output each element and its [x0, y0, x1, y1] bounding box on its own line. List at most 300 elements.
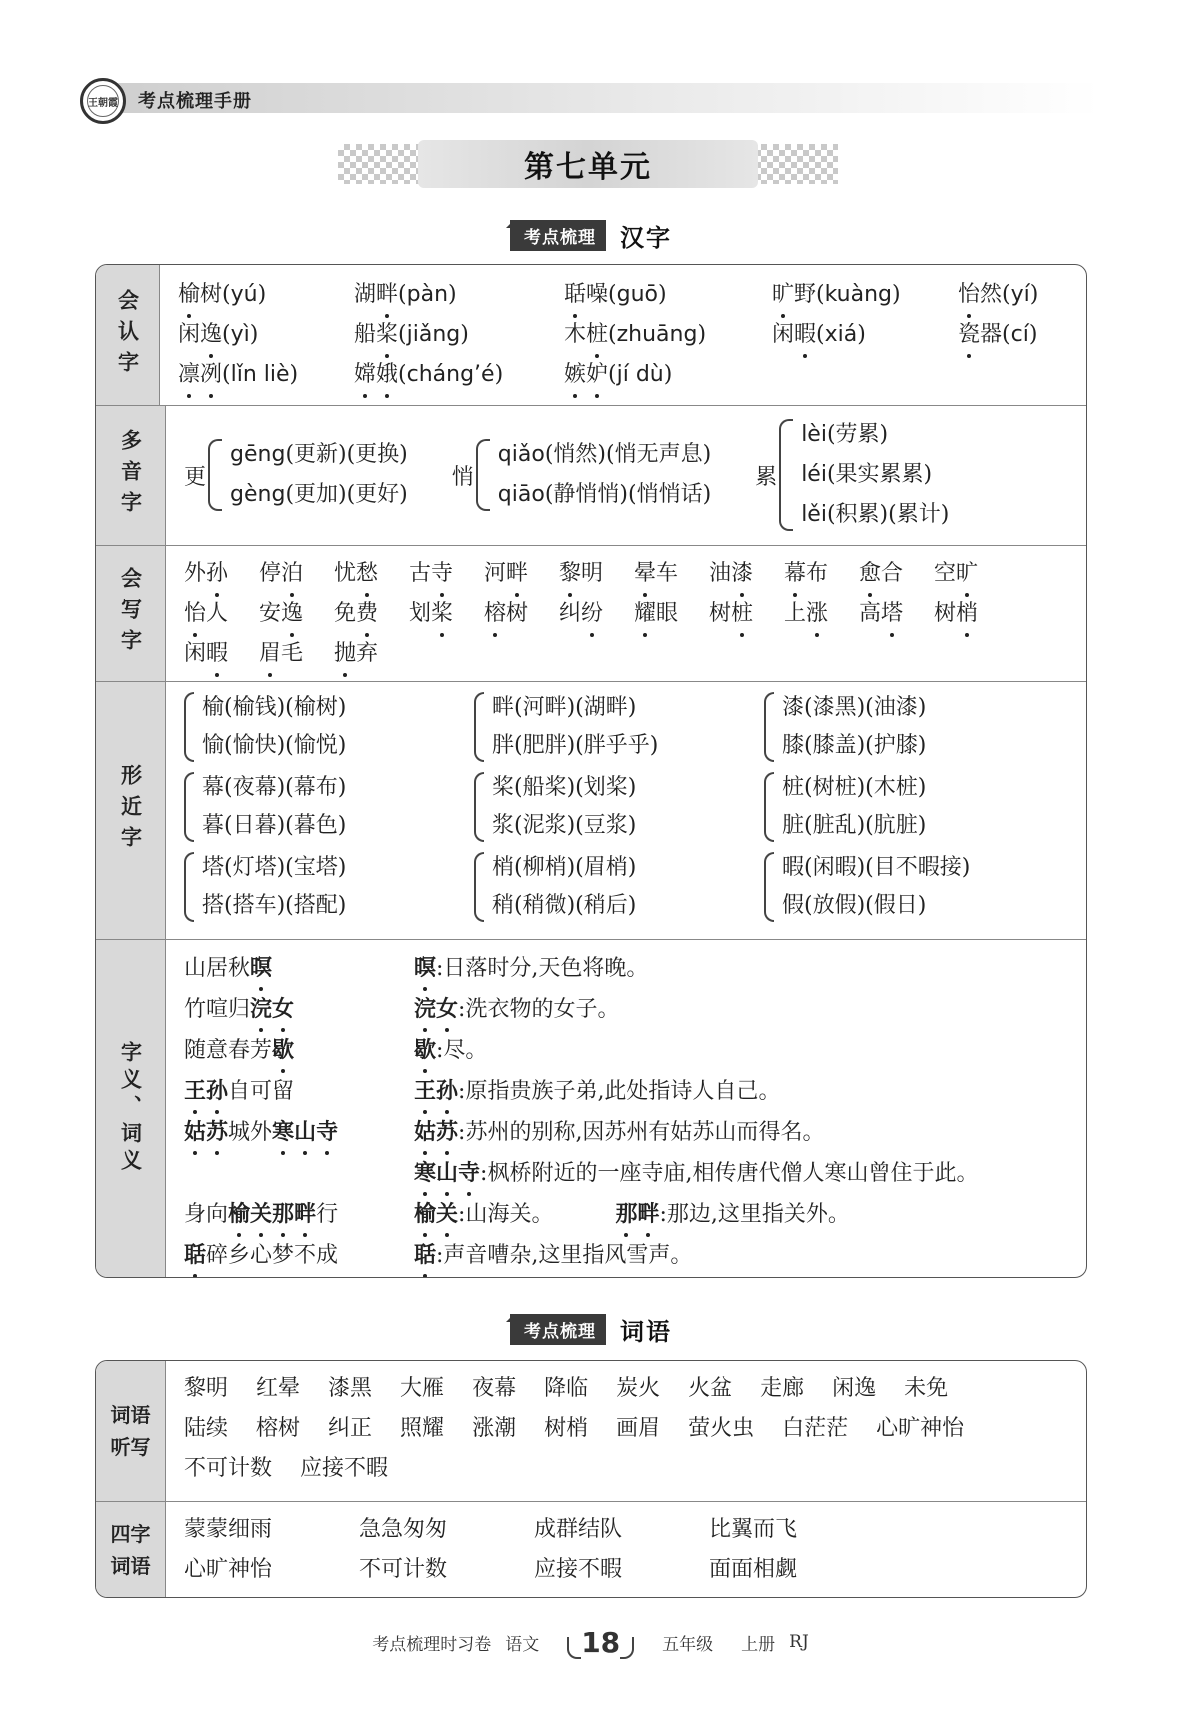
- huixiezi-item: [334, 558, 409, 590]
- huixiezi-item: [859, 598, 934, 630]
- word-part: 外: [184, 561, 207, 586]
- ciyu-word: 黎明: [184, 1376, 229, 1401]
- dotted-text: [956, 561, 978, 586]
- pinyin: qiǎo: [497, 442, 545, 467]
- brace-icon: [474, 852, 484, 922]
- pinyin: cháng’é: [406, 362, 495, 387]
- brace-icon: [476, 439, 490, 511]
- dotted-text: [581, 601, 603, 626]
- word-part: (lǐn liè): [222, 362, 299, 387]
- dotted-text: [414, 956, 436, 981]
- huixiezi-item: [559, 598, 634, 630]
- dotted-char: 妒: [586, 359, 608, 391]
- row-huixiezi: [96, 545, 1086, 681]
- brace-icon: [474, 692, 484, 762]
- xingjinzi-lines: [202, 772, 346, 842]
- dotted-char: 榆: [414, 1198, 436, 1230]
- word-part: 树: [709, 601, 732, 626]
- word-part: 车: [656, 561, 679, 586]
- word-part: 弃: [356, 641, 379, 666]
- xingjinzi-pair: [474, 772, 764, 842]
- xingjinzi-line: 畔(河畔)(湖畔): [492, 695, 637, 720]
- dotted-char: 纷: [581, 598, 603, 630]
- huixiezi-item: [259, 598, 334, 630]
- dotted-char: 孙: [206, 558, 228, 590]
- dotted-text: [184, 1079, 228, 1104]
- sizi-word: 不可计数: [359, 1557, 448, 1582]
- ciyu-line: [184, 1373, 1068, 1405]
- dotted-char: 泊: [281, 558, 303, 590]
- dotted-char: 抛: [334, 638, 356, 670]
- xingjinzi-pair: [474, 852, 764, 922]
- text-part: :枫桥附近的一座寺庙,相传唐代僧人寒山曾住于此。: [480, 1161, 979, 1186]
- dotted-char: 姑: [184, 1116, 206, 1148]
- page-header: [80, 78, 1100, 118]
- footer-series: 考点梳理时习卷: [372, 1634, 492, 1655]
- xingjinzi-lines: [782, 772, 926, 842]
- ciyu-word: 漆黑: [328, 1376, 373, 1401]
- reading-line: gèng(更加)(更好): [230, 482, 408, 507]
- dotted-char: 王: [184, 1075, 206, 1107]
- text-part: [542, 1202, 615, 1227]
- duoyinzi-readings: [230, 439, 408, 511]
- row-label: [96, 940, 166, 1277]
- ciyu-word: 萤火虫: [688, 1416, 755, 1441]
- xingjinzi-line: 愉(愉快)(愉悦): [202, 733, 347, 758]
- duoyinzi-char: 悄: [451, 464, 474, 490]
- dotted-char: 那: [272, 1198, 294, 1230]
- word-part: 高: [859, 601, 882, 626]
- dotted-char: 孙: [436, 1075, 458, 1107]
- xingjinzi-line: 脏(脏乱)(肮脏): [782, 813, 927, 838]
- dotted-text: [200, 322, 222, 347]
- dotted-text: [958, 282, 980, 307]
- pinyin: zhuāng: [616, 322, 698, 347]
- word-part: 免: [334, 601, 357, 626]
- dotted-text: [731, 561, 753, 586]
- word-part: 空: [934, 561, 957, 586]
- pinyin: pàn: [406, 282, 449, 307]
- dotted-text: [414, 1038, 436, 1063]
- row-xingjinzi: [96, 681, 1086, 939]
- word-part: 合: [881, 561, 904, 586]
- dotted-char: 晕: [634, 558, 656, 590]
- dotted-char: 旷: [772, 279, 794, 311]
- huixiezi-item: [259, 558, 334, 590]
- huirenzi-item: [178, 359, 354, 391]
- page-footer: [0, 1622, 1181, 1662]
- dotted-char: 眉: [259, 638, 281, 670]
- word-part: 明: [581, 561, 604, 586]
- dotted-char: 山: [294, 1116, 316, 1148]
- sizi-ciyu-grid: [184, 1514, 1068, 1586]
- dotted-text: [250, 997, 294, 1022]
- dotted-text: [414, 1120, 458, 1145]
- reading-line: lèi(劳累): [801, 422, 889, 447]
- dotted-char: 姑: [414, 1116, 436, 1148]
- word-part: 河: [484, 561, 507, 586]
- reading-line: léi(果实累累): [801, 462, 933, 487]
- label-line: 词语: [110, 1553, 151, 1578]
- huixiezi-item: [859, 558, 934, 590]
- xingjinzi-lines: [492, 692, 658, 762]
- dotted-char: 聒: [414, 1239, 436, 1271]
- dotted-char: 漆: [731, 558, 753, 590]
- duoyinzi-block: [755, 419, 949, 531]
- dotted-char: 暇: [794, 319, 816, 351]
- huirenzi-item: [772, 319, 958, 351]
- xingjinzi-line: 桩(树桩)(木桩): [782, 775, 927, 800]
- duoyinzi-readings: [498, 439, 711, 511]
- dotted-text: [784, 561, 806, 586]
- unit-banner: [338, 140, 838, 188]
- word-part: 湖: [354, 282, 377, 307]
- word-part: 船: [354, 322, 377, 347]
- dotted-char: 苏: [436, 1116, 458, 1148]
- huixiezi-item: [634, 598, 709, 630]
- ciyu-word: 陆续: [184, 1416, 229, 1441]
- row-content: [166, 1502, 1086, 1597]
- dotted-text: [250, 956, 272, 981]
- xingjinzi-pair: [474, 692, 764, 762]
- dotted-char: 费: [356, 598, 378, 630]
- dotted-char: 王: [414, 1075, 436, 1107]
- word-part: 安: [259, 601, 282, 626]
- word-part: 野(kuàng): [794, 282, 901, 307]
- xingjinzi-grid: [184, 692, 1068, 922]
- section-hanzi-heading: [510, 218, 672, 252]
- ziyi-phrase: [184, 1075, 414, 1108]
- row-sizi-ciyu: [96, 1501, 1086, 1597]
- ciyu-word: 降临: [544, 1376, 589, 1401]
- dotted-text: [431, 601, 453, 626]
- label-line: 词语: [110, 1403, 151, 1427]
- dotted-text: [881, 601, 903, 626]
- brace-icon: [184, 772, 194, 842]
- dotted-text: [178, 362, 222, 387]
- ciyu-word: 走廊: [760, 1376, 805, 1401]
- huirenzi-item: [564, 359, 772, 391]
- row-label: [96, 406, 166, 545]
- brace-icon: [474, 772, 484, 842]
- text-part: :声音嘈杂,这里指风雪声。: [436, 1243, 693, 1268]
- sizi-word: 蒙蒙细雨: [184, 1517, 273, 1542]
- dotted-text: [272, 1202, 316, 1227]
- word-part: (jí dù): [608, 362, 673, 387]
- ziyi-phrase: [184, 952, 414, 985]
- ziyi-phrase: [184, 1239, 414, 1272]
- word-part: 树: [506, 601, 529, 626]
- sizi-word: 应接不暇: [534, 1557, 623, 1582]
- ziyi-meaning: [414, 1239, 1068, 1272]
- huixiezi-item: [409, 598, 484, 630]
- text-part: :那边,这里指关外。: [659, 1202, 850, 1227]
- dotted-text: [414, 1161, 480, 1186]
- text-part: 自可留: [228, 1079, 295, 1104]
- word-part: 上: [784, 601, 807, 626]
- huirenzi-item: [178, 319, 354, 351]
- huirenzi-item: [354, 279, 564, 311]
- reading-line: qiāo(静悄悄)(悄悄话): [497, 482, 712, 507]
- pinyin: jiǎng: [406, 322, 461, 347]
- word-part: 树: [934, 601, 957, 626]
- row-ziyi: [96, 939, 1086, 1277]
- ciyu-table: [95, 1360, 1087, 1598]
- dotted-char: 畔: [294, 1198, 316, 1230]
- ziyi-row: [184, 993, 1068, 1026]
- row-label: [96, 1502, 166, 1597]
- ziyi-meaning: [414, 1075, 1068, 1108]
- ciyu-word: 白茫茫: [782, 1416, 849, 1441]
- dotted-text: [414, 1243, 436, 1268]
- ziyi-row: [184, 1198, 1068, 1231]
- dotted-text: [206, 561, 228, 586]
- word-part: (pàn): [398, 282, 457, 307]
- huixiezi-item: [484, 558, 559, 590]
- label-ziyi: 字义、词义: [118, 1041, 143, 1176]
- text-part: 竹喧归: [184, 997, 251, 1022]
- label-line: 四字: [110, 1521, 151, 1546]
- huirenzi-item: [564, 279, 772, 311]
- huixiezi-item: [184, 638, 259, 670]
- pinyin: kuàng: [824, 282, 893, 307]
- huixiezi-item: [784, 598, 859, 630]
- dotted-text: [431, 561, 453, 586]
- ciyu-tingxie-list: [184, 1373, 1068, 1485]
- row-content: [166, 940, 1086, 1277]
- ciyu-word: 夜幕: [472, 1376, 517, 1401]
- dotted-char: 暝: [250, 952, 272, 984]
- word-part: 人: [206, 601, 229, 626]
- section-tag: 考点梳理: [510, 1314, 606, 1345]
- dotted-char: 塔: [881, 598, 903, 630]
- xingjinzi-line: 塔(灯塔)(宝塔): [202, 855, 347, 880]
- text-part: 行: [316, 1202, 339, 1227]
- word-part: 噪(guō): [586, 282, 667, 307]
- row-huirenzi: [96, 265, 1086, 405]
- dotted-char: 关: [250, 1198, 272, 1230]
- dotted-char: 孙: [206, 1075, 228, 1107]
- section-ciyu-heading: [510, 1312, 672, 1346]
- dotted-char: 瓷: [958, 319, 980, 351]
- dotted-text: [564, 362, 608, 387]
- dotted-text: [272, 1038, 294, 1063]
- huixiezi-item: [559, 558, 634, 590]
- duoyinzi-block: [452, 439, 711, 511]
- row-content: [166, 406, 1086, 545]
- huirenzi-item: [354, 359, 564, 391]
- xingjinzi-line: 暮(日暮)(暮色): [202, 813, 347, 838]
- ziyi-meaning: [414, 1157, 1068, 1190]
- dotted-char: 寺: [431, 558, 453, 590]
- dotted-char: 幕: [784, 558, 806, 590]
- xingjinzi-line: 假(放假)(假日): [782, 893, 927, 918]
- ziyi-meaning: [414, 952, 1068, 985]
- dotted-char: 桨: [431, 598, 453, 630]
- ziyi-row: [184, 1157, 1068, 1190]
- dotted-text: [228, 1202, 272, 1227]
- dotted-char: 逸: [200, 319, 222, 351]
- ciyu-word: 纠正: [328, 1416, 373, 1441]
- dotted-char: 嫉: [564, 359, 586, 391]
- dotted-text: [958, 322, 980, 347]
- dotted-text: [484, 601, 506, 626]
- label-duoyinzi: 多音字: [118, 429, 143, 522]
- duoyinzi-block: [184, 439, 408, 511]
- label-xingjinzi: 形近字: [118, 764, 143, 857]
- dotted-text: [731, 601, 753, 626]
- dotted-text: [414, 1079, 458, 1104]
- xingjinzi-line: 榆(榆钱)(榆树): [202, 695, 347, 720]
- xingjinzi-lines: [492, 772, 636, 842]
- huixiezi-item: [484, 598, 559, 630]
- pinyin: gēng: [230, 442, 286, 467]
- ciyu-line: [184, 1453, 1068, 1485]
- label-huirenzi: 会认字: [115, 288, 140, 382]
- word-part: (zhuāng): [608, 322, 707, 347]
- pinyin: qiāo: [497, 482, 545, 507]
- brace-icon: [764, 772, 774, 842]
- brace-icon: [208, 439, 222, 511]
- huixiezi-item: [184, 598, 259, 630]
- xingjinzi-lines: [202, 852, 346, 922]
- reading-line: qiǎo(悄然)(悄无声息): [497, 442, 712, 467]
- label-huixiezi: 会写字: [118, 567, 143, 660]
- ziyi-phrase: [184, 1198, 414, 1231]
- dotted-char: 桩: [731, 598, 753, 630]
- word-part: (cháng’é): [398, 362, 504, 387]
- xingjinzi-line: 暇(闲暇)(目不暇接): [782, 855, 971, 880]
- text-part: :尽。: [436, 1038, 488, 1063]
- huixiezi-item: [709, 558, 784, 590]
- word-part: 闲: [178, 322, 201, 347]
- word-part: 树(yú): [200, 282, 267, 307]
- footer-subject: 语文: [505, 1634, 540, 1655]
- pinyin: yú: [230, 282, 258, 307]
- row-ciyu-tingxie: [96, 1361, 1086, 1501]
- ziyi-meaning: [414, 1198, 1068, 1231]
- dotted-char: 浣: [250, 993, 272, 1025]
- word-part: 闲: [184, 641, 207, 666]
- ziyi-meaning: [414, 1116, 1068, 1149]
- dotted-char: 山: [436, 1157, 458, 1189]
- huixiezi-item: [784, 558, 859, 590]
- dotted-text: [414, 997, 458, 1022]
- xingjinzi-line: 搭(搭车)(搭配): [202, 893, 347, 918]
- ciyu-word: 照耀: [400, 1416, 445, 1441]
- row-content: [166, 1361, 1086, 1501]
- pinyin: guō: [616, 282, 658, 307]
- word-part: 然(yí): [980, 282, 1039, 307]
- dotted-text: [806, 601, 828, 626]
- ziyi-phrase: [184, 993, 414, 1026]
- dotted-text: [178, 282, 200, 307]
- ziyi-meaning: [414, 993, 1068, 1026]
- ciyu-word: 红晕: [256, 1376, 301, 1401]
- xingjinzi-line: 稍(稍微)(稍后): [492, 893, 637, 918]
- dotted-char: 寺: [316, 1116, 338, 1148]
- ciyu-word: 树梢: [544, 1416, 589, 1441]
- sizi-word: 心旷神怡: [184, 1557, 273, 1582]
- duoyinzi-char: 累: [755, 464, 778, 490]
- brace-icon: [184, 692, 194, 762]
- row-content: [166, 682, 1086, 939]
- word-part: 忧: [334, 561, 357, 586]
- dotted-char: 榆: [228, 1198, 250, 1230]
- ziyi-row: [184, 1239, 1068, 1272]
- word-part: 古: [409, 561, 432, 586]
- huirenzi-item: [178, 279, 354, 311]
- label-sizi-ciyu: [111, 1518, 151, 1582]
- ciyu-line: [184, 1413, 1068, 1445]
- huirenzi-item: [958, 279, 1068, 311]
- ciyu-word: 涨潮: [472, 1416, 517, 1441]
- huixiezi-item: [934, 558, 1009, 590]
- huixiezi-item: [409, 558, 484, 590]
- label-line: 听写: [110, 1435, 151, 1459]
- ziyi-row: [184, 1116, 1068, 1149]
- dotted-text: [586, 322, 608, 347]
- sizi-word: 成群结队: [534, 1517, 623, 1542]
- word-part: (jiǎng): [398, 322, 469, 347]
- xingjinzi-pair: [184, 692, 474, 762]
- dotted-char: 女: [272, 993, 294, 1025]
- huixiezi-item: [934, 598, 1009, 630]
- duoyinzi-char: 更: [184, 464, 207, 490]
- dotted-char: 桨: [376, 319, 398, 351]
- duoyinzi-list: [184, 406, 1068, 544]
- xingjinzi-line: 浆(泥浆)(豆浆): [492, 813, 637, 838]
- ziyi-phrase: [184, 1034, 414, 1067]
- dotted-text: [634, 561, 656, 586]
- word-part: 木: [564, 322, 587, 347]
- xingjinzi-line: 桨(船桨)(划桨): [492, 775, 637, 800]
- brace-icon: [184, 852, 194, 922]
- ciyu-word: 应接不暇: [300, 1456, 389, 1481]
- huixiezi-item: [334, 598, 409, 630]
- ziyi-phrase: [184, 1157, 414, 1190]
- ziyi-row: [184, 1075, 1068, 1108]
- dotted-char: 耀: [634, 598, 656, 630]
- xingjinzi-pair: [764, 772, 1054, 842]
- sizi-word: 比翼而飞: [709, 1517, 798, 1542]
- huirenzi-item: [772, 279, 958, 311]
- dotted-text: [859, 561, 881, 586]
- pinyin: jí dù: [616, 362, 664, 387]
- word-part: 纠: [559, 601, 582, 626]
- dotted-char: 畔: [637, 1198, 659, 1230]
- xingjinzi-pair: [184, 772, 474, 842]
- xingjinzi-lines: [202, 692, 346, 762]
- ciyu-word: 炭火: [616, 1376, 661, 1401]
- dotted-char: 凛: [178, 359, 200, 391]
- brace-icon: [764, 852, 774, 922]
- dotted-text: [376, 322, 398, 347]
- dotted-char: 聒: [564, 279, 586, 311]
- dotted-text: [184, 601, 206, 626]
- dotted-char: 歇: [272, 1034, 294, 1066]
- huixiezi-item: [184, 558, 259, 590]
- brace-icon: [779, 419, 793, 531]
- pinyin: yì: [230, 322, 250, 347]
- reading-line: lěi(积累)(累计): [801, 502, 950, 527]
- xingjinzi-line: 胖(肥胖)(胖乎乎): [492, 733, 659, 758]
- word-part: 毛: [281, 641, 304, 666]
- ciyu-word: 榕树: [256, 1416, 301, 1441]
- dotted-text: [414, 1202, 458, 1227]
- dotted-char: 梢: [956, 598, 978, 630]
- dotted-text: [794, 322, 816, 347]
